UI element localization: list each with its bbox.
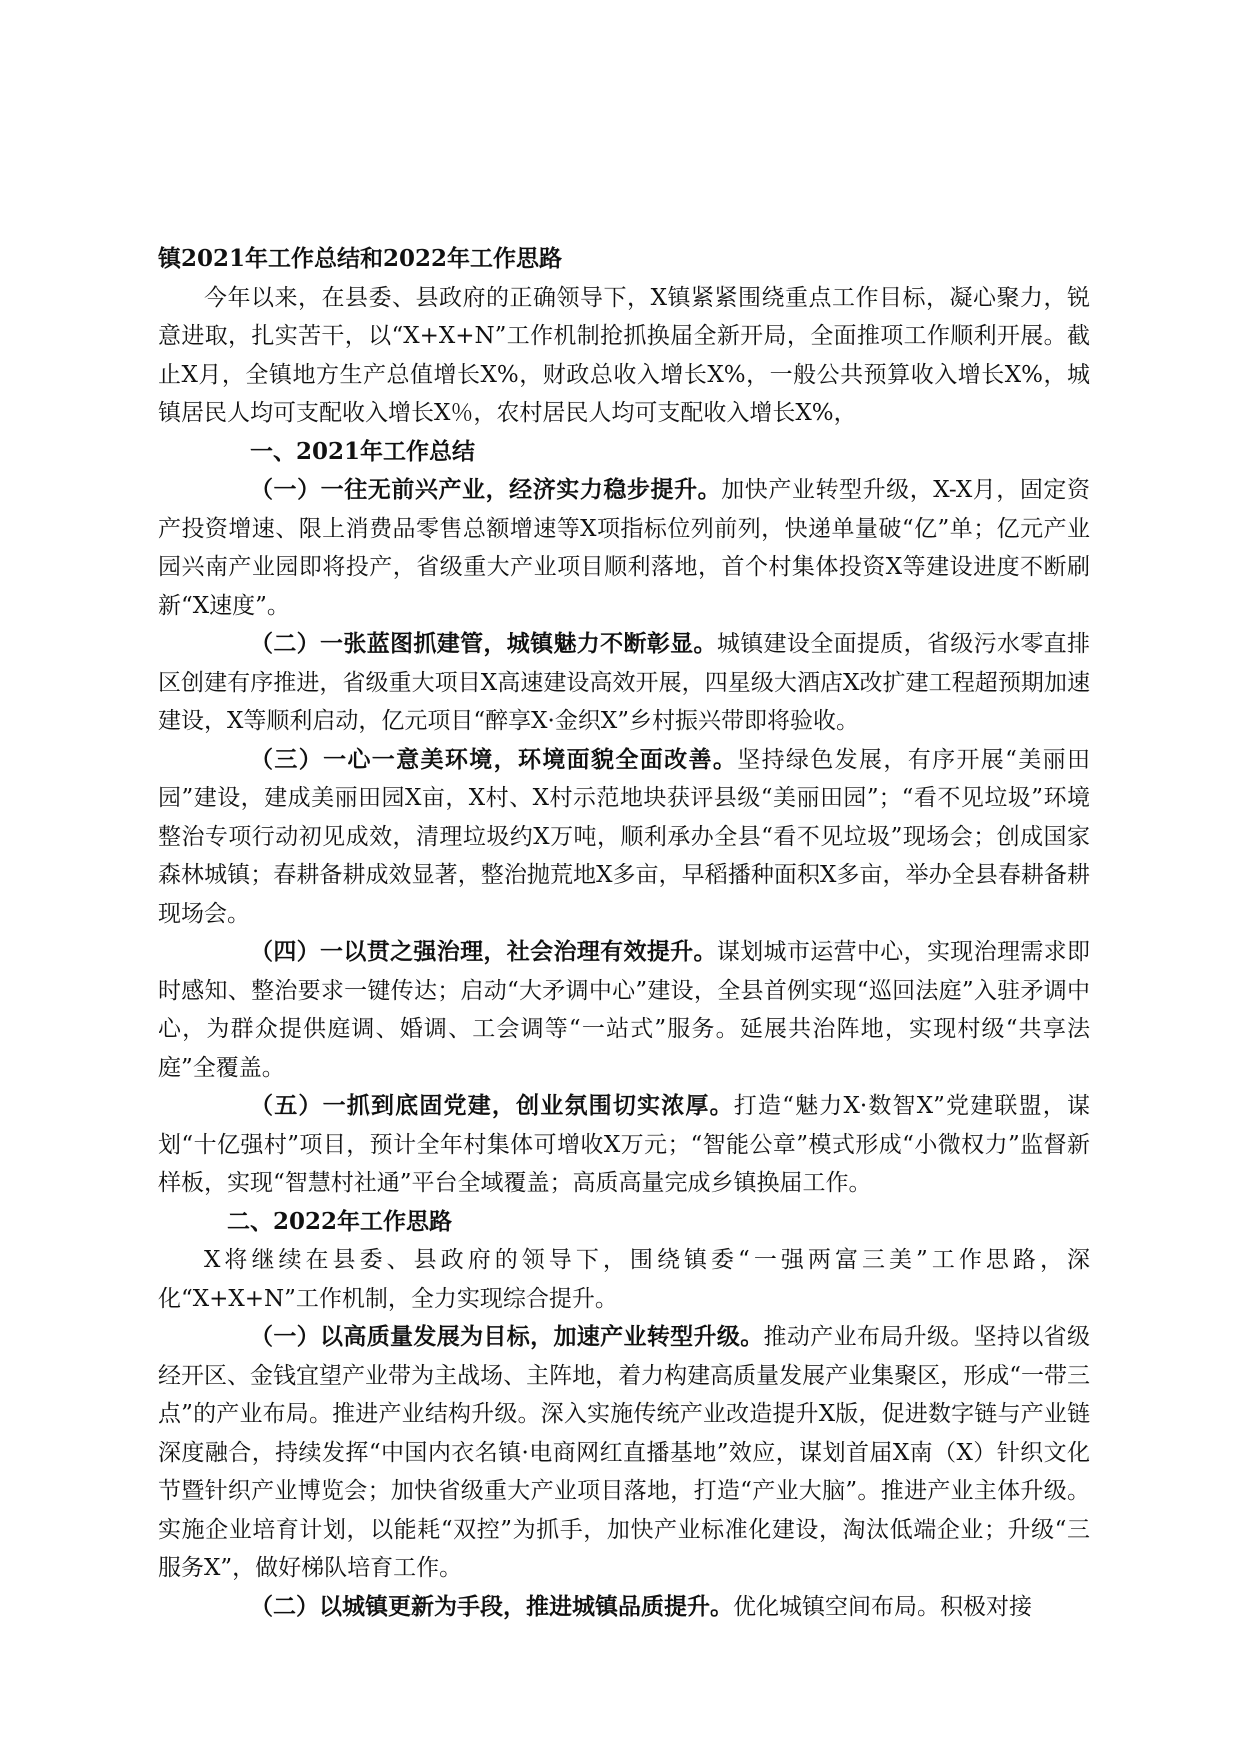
summary-item-3-lead: （三）一心一意美环境，环境面貌全面改善。 <box>250 745 738 773</box>
intro-paragraph: 今年以来，在县委、县政府的正确领导下，X镇紧紧围绕重点工作目标，凝心聚力，锐意进取，扎实苦干，以“X+X+N”工作机制抢抓换届全新开局，全面推项工作顺利开展。截止X月，全镇地方生产总值增长X%，财政总收入增长X%，一般公共预算收入增长X%，城镇居民人均可支配收入增长X％，农村居民人均可支配收入增长X%， <box>158 284 1090 426</box>
summary-item-1 <box>158 471 1090 625</box>
plan-item-1 <box>158 1318 1090 1588</box>
summary-item-1-body: 加快产业转型升级，X-X月，固定资产投资增速、限上消费品零售总额增速等X项指标位列前列，快递单量破“亿”单；亿元产业园兴南产业园即将投产，省级重大产业项目顺利落地，首个村集体投资X等建设进度不断刷新“X速度”。 <box>158 477 1090 619</box>
summary-item-4-body: 谋划城市运营中心，实现治理需求即时感知、整治要求一键传达；启动“大矛调中心”建设，全县首例实现“巡回法庭”入驻矛调中心，为群众提供庭调、婚调、工会调等“一站式”服务。延展共治阵地，实现村级“共享法庭”全覆盖。 <box>158 939 1091 1081</box>
summary-item-4-lead: （四）一以贯之强治理，社会治理有效提升。 <box>250 938 717 965</box>
summary-item-5-body: 打造“魅力X·数智X”党建联盟，谋划“十亿强村”项目，预计全年村集体可增收X万元；“智能公章”模式形成“小微权力”监督新样板，实现“智慧村社通”平台全域覆盖；高质高量完成乡镇换届工作。 <box>158 1093 1091 1196</box>
summary-item-2-lead: （二）一张蓝图抓建管，城镇魅力不断彰显。 <box>250 630 717 657</box>
summary-item-1-lead: （一）一往无前兴产业，经济实力稳步提升。 <box>250 476 722 503</box>
summary-item-4 <box>158 933 1090 1087</box>
plan-item-2-lead: （二）以城镇更新为手段，推进城镇品质提升。 <box>250 1592 733 1620</box>
summary-item-3 <box>158 741 1090 934</box>
summary-item-2-body: 城镇建设全面提质，省级污水零直排区创建有序推进，省级重大项目X高速建设高效开展，四星级大酒店X改扩建工程超预期加速建设，X等顺利启动，亿元项目“醉享X·金织X”乡村振兴带即将验收。 <box>158 631 1091 734</box>
document-page <box>158 240 1090 1626</box>
section-heading-2022-plan: 二、2022年工作思路 <box>227 1207 453 1235</box>
summary-item-3-body: 坚持绿色发展，有序开展“美丽田园”建设，建成美丽田园X亩，X村、X村示范地块获评县级“美丽田园”；“看不见垃圾”环境整治专项行动初见成效，清理垃圾约X万吨，顺利承办全县“看不见垃圾”现场会；创成国家森林城镇；春耕备耕成效显著，整治抛荒地X多亩，早稻播种面积X多亩，举办全县春耕备耕现场会。 <box>158 746 1090 927</box>
plan-item-2-body: 优化城镇空间布局。积极对接 <box>733 1593 1032 1620</box>
plan-intro-paragraph: X将继续在县委、县政府的领导下，围绕镇委“一强两富三美”工作思路，深化“X+X+N”工作机制，全力实现综合提升。 <box>158 1247 1090 1312</box>
summary-item-5-lead: （五）一抓到底固党建，创业氛围切实浓厚。 <box>250 1092 734 1119</box>
plan-item-1-lead: （一）以高质量发展为目标，加速产业转型升级。 <box>250 1323 764 1350</box>
plan-item-1-body: 推动产业布局升级。坚持以省级经开区、金钱宜望产业带为主战场、主阵地，着力构建高质量发展产业集聚区，形成“一带三点”的产业布局。推进产业结构升级。深入实施传统产业改造提升X版，促进数字链与产业链深度融合，持续发挥“中国内衣名镇·电商网红直播基地”效应，谋划首届X南（X）针织文化节暨针织产业博览会；加快省级重大产业项目落地，打造“产业大脑”。推进产业主体升级。实施企业培育计划，以能耗“双控”为抓手，加快产业标准化建设，淘汰低端企业；升级“三服务X”，做好梯队培育工作。 <box>158 1324 1091 1581</box>
document-title: 镇2021年工作总结和2022年工作思路 <box>158 245 563 272</box>
plan-item-2 <box>158 1588 1090 1627</box>
summary-item-2 <box>158 625 1090 741</box>
summary-item-5 <box>158 1087 1090 1203</box>
section-heading-2021-summary: 一、2021年工作总结 <box>250 437 476 465</box>
